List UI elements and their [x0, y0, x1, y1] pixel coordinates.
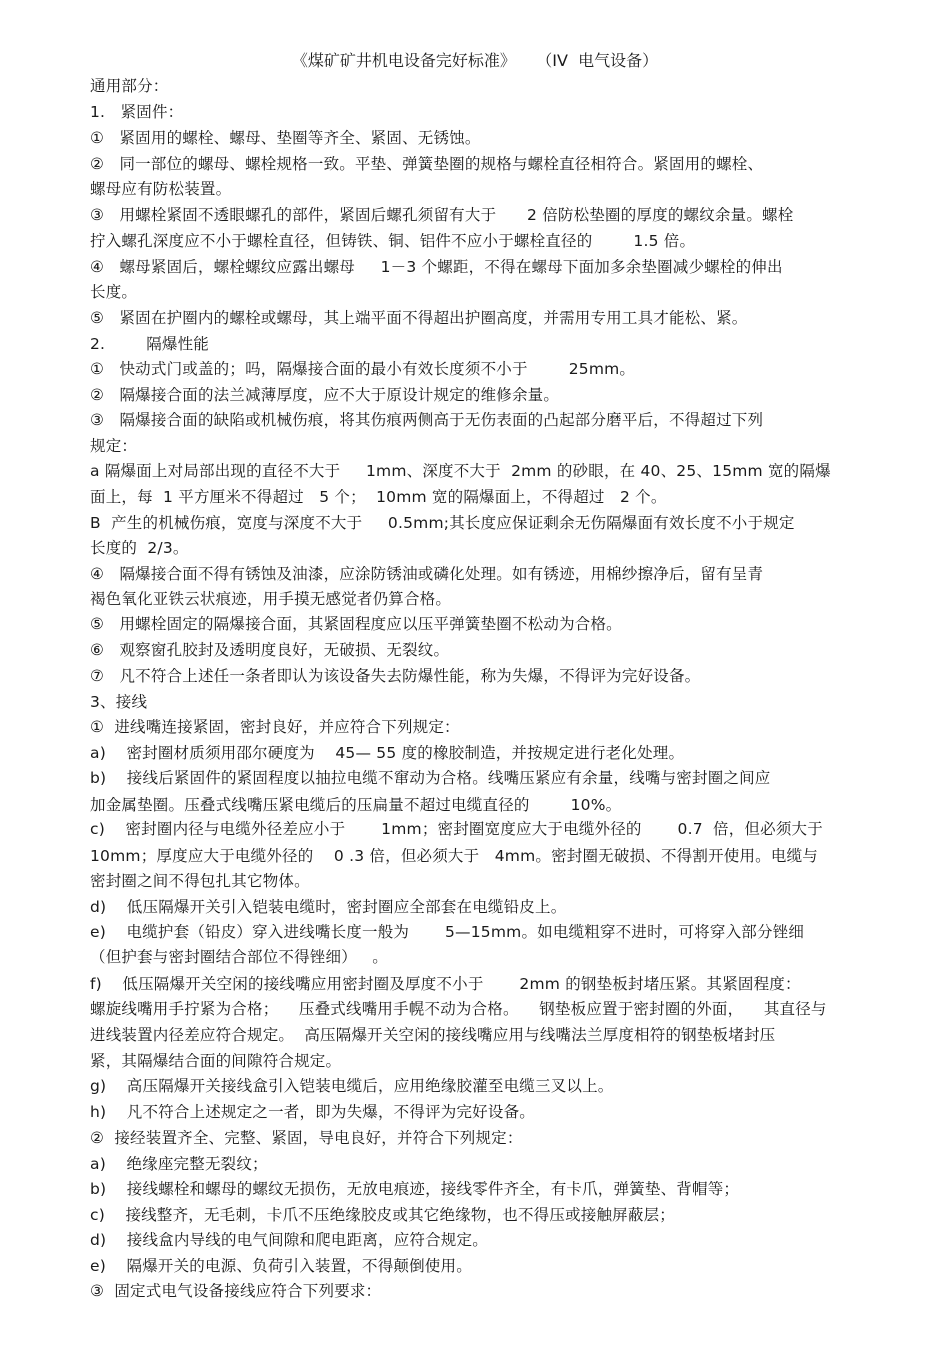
text-line: ② 同一部位的螺母、螺栓规格一致。平垫、弹簧垫圈的规格与螺栓直径相符合。紧固用的螺栓、 [90, 155, 764, 173]
text-line: ⑥ 观察窗孔胶封及透明度良好，无破损、无裂纹。 [90, 641, 450, 659]
text-line: 加金属垫圈。压叠式线嘴压紧电缆后的压扁量不超过电缆直径的 10%。 [90, 796, 622, 814]
text-line: 长度的 2/3。 [90, 539, 189, 557]
text-line: c) 接线整齐，无毛刺，卡爪不压绝缘胶皮或其它绝缘物，也不得压或接触屏蔽层； [90, 1206, 675, 1224]
text-line: a) 绝缘座完整无裂纹； [90, 1155, 268, 1173]
text-line: 长度。 [90, 283, 138, 301]
text-line: ① 进线嘴连接紧固，密封良好，并应符合下列规定： [90, 718, 460, 736]
text-line: g) 高压隔爆开关接线盒引入铠装电缆后，应用绝缘胶灌至电缆三叉以上。 [90, 1077, 614, 1095]
text-line: ② 接经装置齐全、完整、紧固，导电良好，并符合下列规定： [90, 1129, 523, 1147]
text-line: ③ 隔爆接合面的缺陷或机械伤痕，将其伤痕两侧高于无伤表面的凸起部分磨平后，不得超过下列 [90, 411, 764, 429]
text-line: ③ 固定式电气设备接线应符合下列要求： [90, 1282, 382, 1300]
text-line: d) 接线盒内导线的电气间隙和爬电距离，应符合规定。 [90, 1231, 488, 1249]
text-line: a 隔爆面上对局部出现的直径不大于 1mm、深度不大于 2mm 的砂眼，在 40、25、15mm 宽的隔爆 [90, 462, 831, 480]
text-line: d) 低压隔爆开关引入铠装电缆时，密封圈应全部套在电缆铅皮上。 [90, 898, 567, 916]
text-line: 紧，其隔爆结合面的间隙符合规定。 [90, 1052, 342, 1070]
text-line: h) 凡不符合上述规定之一者，即为失爆，不得评为完好设备。 [90, 1103, 535, 1121]
text-line: ① 紧固用的螺栓、螺母、垫圈等齐全、紧固、无锈蚀。 [90, 129, 481, 147]
text-line: 10mm；厚度应大于电缆外径的 0 .3 倍，但必须大于 4mm。密封圈无破损、不得割开使用。电缆与 [90, 847, 818, 865]
text-line: f) 低压隔爆开关空闲的接线嘴应用密封圈及厚度不小于 2mm 的钢垫板封堵压紧。其紧固程度： [90, 975, 801, 993]
text-line: ⑤ 紧固在护圈内的螺栓或螺母，其上端平面不得超出护圈高度，并需用专用工具才能松、紧。 [90, 309, 748, 327]
text-line: b) 接线后紧固件的紧固程度以抽拉电缆不窜动为合格。线嘴压紧应有余量，线嘴与密封圈之间应 [90, 769, 771, 787]
text-line: 2. 隔爆性能 [90, 335, 210, 353]
text-line: ② 隔爆接合面的法兰减薄厚度，应不大于原设计规定的维修余量。 [90, 386, 560, 404]
text-line: 褐色氧化亚铁云状痕迹，用手摸无感觉者仍算合格。 [90, 590, 452, 608]
text-line: 螺母应有防松装置。 [90, 180, 232, 198]
text-line: ③ 用螺栓紧固不透眼螺孔的部件，紧固后螺孔须留有大于 2 倍防松垫圈的厚度的螺纹余量。螺栓 [90, 206, 794, 224]
text-line: ④ 螺母紧固后，螺栓螺纹应露出螺母 1－3 个螺距，不得在螺母下面加多余垫圈减少螺栓的伸出 [90, 258, 783, 276]
text-line: a) 密封圈材质须用邵尔硬度为 45— 55 度的橡胶制造，并按规定进行老化处理。 [90, 744, 685, 762]
text-line: b) 接线螺栓和螺母的螺纹无损伤，无放电痕迹，接线零件齐全，有卡爪，弹簧垫、背帽等； [90, 1180, 740, 1198]
text-line: ① 快动式门或盖的；吗，隔爆接合面的最小有效长度须不小于 25mm。 [90, 360, 636, 378]
text-line: （但护套与密封圈结合部位不得锉细） 。 [90, 948, 388, 966]
text-line: 密封圈之间不得包扎其它物体。 [90, 872, 310, 890]
text-line: B 产生的机械伤痕，宽度与深度不大于 0.5mm;其长度应保证剩余无伤隔爆面有效长度不小于规定 [90, 514, 795, 532]
text-line: e) 电缆护套（铅皮）穿入进线嘴长度一般为 5—15mm。如电缆粗穿不进时，可将穿入部分锉细 [90, 923, 805, 941]
text-line: ⑤ 用螺栓固定的隔爆接合面，其紧固程度应以压平弹簧垫圈不松动为合格。 [90, 615, 622, 633]
text-line: 1. 紧固件： [90, 103, 184, 121]
text-line: ④ 隔爆接合面不得有锈蚀及油漆，应涂防锈油或磷化处理。如有锈迹，用棉纱擦净后，留有呈青 [90, 565, 764, 583]
text-line: 面上，每 1 平方厘米不得超过 5 个； 10mm 宽的隔爆面上，不得超过 2 个。 [90, 488, 667, 506]
text-line: 螺旋线嘴用手拧紧为合格； 压叠式线嘴用手幌不动为合格。 钢垫板应置于密封圈的外面， 其直径与 [90, 1000, 827, 1018]
text-line: 通用部分： [90, 77, 169, 95]
text-line: e) 隔爆开关的电源、负荷引入装置，不得颠倒使用。 [90, 1257, 472, 1275]
text-line: 3、接线 [90, 693, 148, 711]
document-title: 《煤矿矿井机电设备完好标准》 （IV 电气设备） [291, 51, 659, 70]
text-line: 进线装置内径差应符合规定。 高压隔爆开关空闲的接线嘴应用与线嘴法兰厚度相符的钢垫板堵封压 [90, 1026, 776, 1044]
text-line: 拧入螺孔深度应不小于螺栓直径，但铸铁、铜、铝件不应小于螺栓直径的 1.5 倍。 [90, 232, 696, 250]
text-line: c) 密封圈内径与电缆外径差应小于 1mm；密封圈宽度应大于电缆外径的 0.7 倍，但必须大于 [90, 820, 823, 838]
text-line: ⑦ 凡不符合上述任一条者即认为该设备失去防爆性能，称为失爆，不得评为完好设备。 [90, 667, 701, 685]
text-line: 规定： [90, 437, 138, 455]
